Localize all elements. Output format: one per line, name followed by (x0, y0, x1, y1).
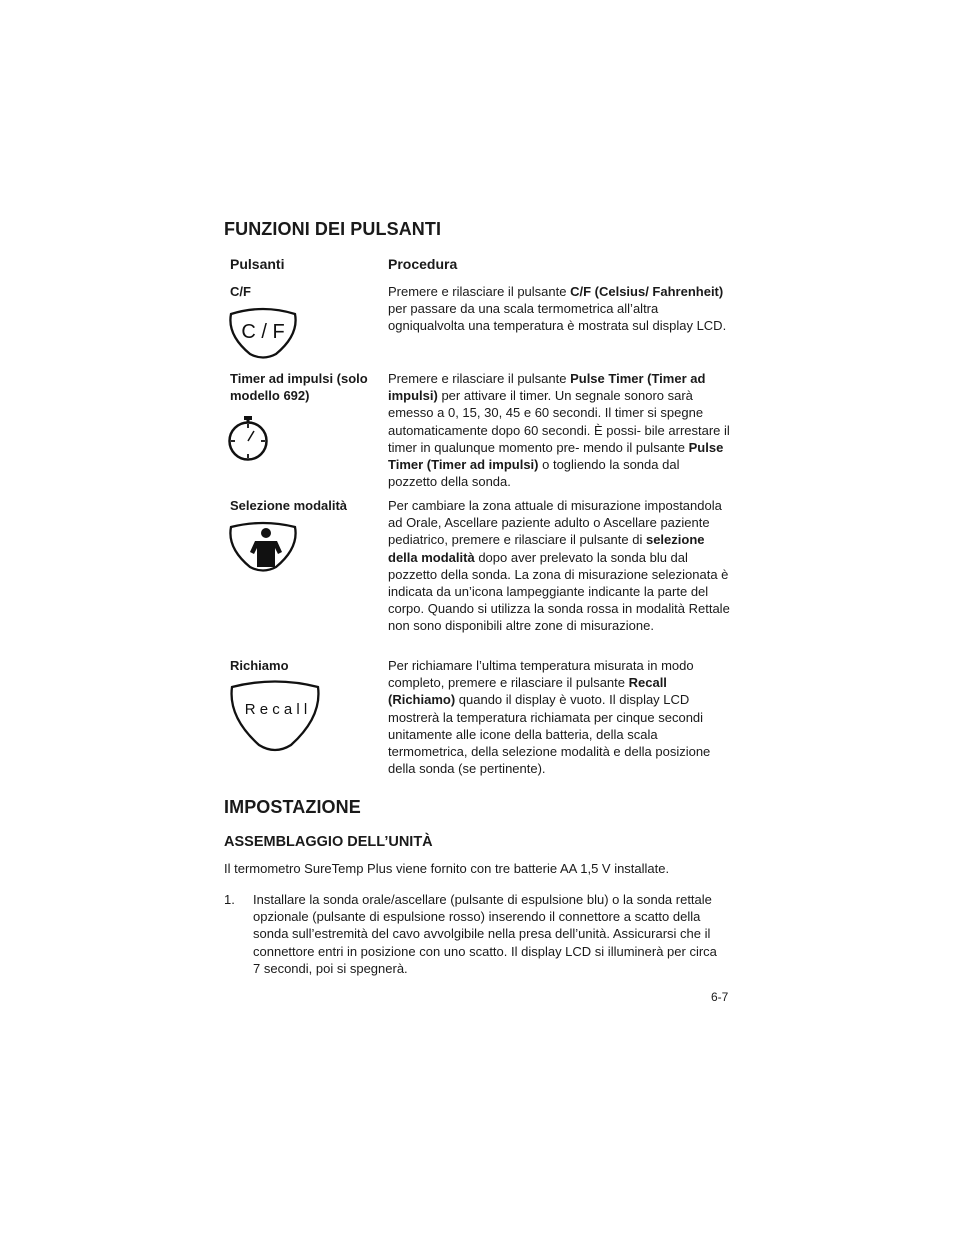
section-title-impostazione: IMPOSTAZIONE (224, 797, 361, 817)
recall-button-label: Richiamo (230, 658, 289, 673)
column-header-procedure: Procedura (388, 256, 458, 272)
mode-select-button-icon (226, 520, 300, 574)
section-title-funzioni: FUNZIONI DEI PULSANTI (224, 219, 442, 239)
recall-icon-text: R e c a l l (244, 701, 308, 718)
timer-button-label: Timer ad impulsi (solo modello 692) (230, 371, 368, 403)
step-text: Installare la sonda orale/ascellare (pulsante di espulsione blu) o la sonda rettale opzionale (pulsante di espulsione rosso) inserendo il connettore a scatto della sonda sull’estremità del cavo avvolgibile nella presa dell’unità. Assicurarsi che il connettore entri in posizione con uno scatto. Il display LCD si illuminerà per circa 7 secondi, poi si spegnerà. (253, 892, 717, 976)
person-head-icon (261, 528, 271, 538)
recall-button-icon (226, 677, 324, 755)
stopwatch-icon (225, 415, 271, 463)
cf-procedure-text: Premere e rilasciare il pulsante C/F (Celsius/ Fahrenheit) per passare da una scala termometrica all’altra ogniqualvolta una temperatura è mostrata sul display LCD. (388, 284, 727, 334)
step-number: 1. (224, 892, 235, 907)
cf-button-label: C/F (230, 284, 251, 299)
timer-procedure-text: Premere e rilasciare il pulsante Pulse Timer (Timer ad impulsi) per attivare il timer. Un segnale sonoro sarà emesso a 0, 15, 30, 45 e 60 secondi. Il timer si spegne automaticamente dopo 60 secondi. È possi- bile arrestare il timer in qualunque momento pre- mendo il pulsante Pulse Timer (Timer ad impulsi) o togliendo la sonda dal pozzetto della sonda. (388, 371, 730, 490)
mode-button-label: Selezione modalità (230, 498, 348, 513)
mode-procedure-text: Per cambiare la zona attuale di misurazione impostandola ad Orale, Ascellare paziente adulto o Ascellare paziente pediatrico, premere e rilasciare il pulsante di selezione della modalità dopo aver prelevato la sonda blu dal pozzetto della sonda. La zona di misurazione selezionata è indicata da un’icona lampeggiante indicante la parte del corpo. Quando si utilizza la sonda rossa in modalità Rettale non sono disponibili altre zone di misurazione. (388, 498, 730, 634)
intro-paragraph: Il termometro SureTemp Plus viene fornito con tre batterie AA 1,5 V installate. (224, 861, 670, 876)
subsection-title-assemblaggio: ASSEMBLAGGIO DELL’UNITÀ (224, 834, 433, 850)
cf-icon-text: C / F (241, 321, 285, 343)
cf-button-icon (226, 305, 300, 361)
page-number: 6-7 (711, 990, 729, 1004)
recall-procedure-text: Per richiamare l’ultima temperatura misurata in modo completo, premere e rilasciare il pulsante Recall (Richiamo) quando il display è vuoto. Il display LCD mostrerà la temperatura richiamata per cinque secondi unitamente alle icone della batteria, della scala termometrica, della selezione modalità e della posizione della sonda (se pertinente). (388, 658, 711, 777)
column-header-buttons: Pulsanti (230, 256, 285, 272)
